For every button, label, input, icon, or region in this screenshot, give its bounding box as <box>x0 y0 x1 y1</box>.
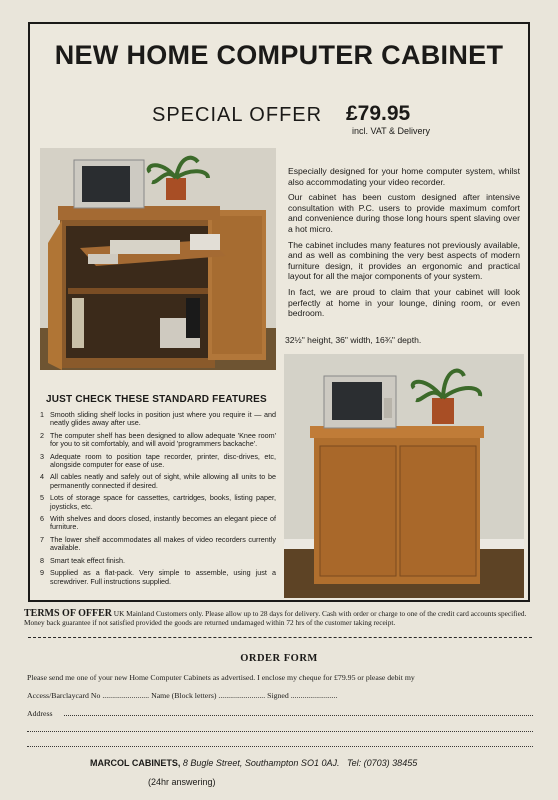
feature-item: 8 Smart teak effect finish. <box>40 555 125 565</box>
dimensions: 32½" height, 36" width, 16¾" depth. <box>285 335 422 345</box>
feature-item: 5 Lots of storage space for cassettes, cartridges, books, listing paper, joysticks, etc. <box>40 493 276 511</box>
offer-label: SPECIAL OFFER <box>152 104 323 126</box>
feature-item: 9 Supplied as a flat-pack. Very simple to assemble, using just a screwdriver. Full instructions supplied. <box>40 568 276 586</box>
feature-item: 3 Adequate room to position tape recorder, printer, disc-drives, etc, alongside computer for ease of use. <box>40 451 276 470</box>
terms-text: UK Mainland Customers only. Please allow up to 28 days for delivery. Cash with order or charge to one of the credit card accounts specified. Money back guarantee if not satisfied provided the goods are returned undamaged within 72 hrs of the customer taking receipt. <box>24 609 527 627</box>
description <box>288 166 520 324</box>
open-cabinet-photo <box>40 148 276 370</box>
address-field[interactable] <box>27 731 533 732</box>
answering-note: (24hr answering) <box>148 777 216 787</box>
page-title: NEW HOME COMPUTER CABINET <box>54 40 504 70</box>
terms-of-offer <box>24 610 536 627</box>
feature-item: 1 Smooth sliding shelf locks in position just where you require it — and neatly glides away after use. <box>40 410 276 428</box>
address-label: Address <box>27 709 53 718</box>
description-paragraph: The cabinet includes many features not previously available, and as well as combining the very best aspects of modern furniture design, it provides an ergonomic and practical layout for all the major components of your system. <box>288 239 520 282</box>
company-name: MARCOL CABINETS, <box>90 758 181 768</box>
offer-price: £79.95 <box>346 102 411 125</box>
terms-label: TERMS OF OFFER <box>24 608 112 619</box>
feature-item: 4 All cables neatly and safely out of sight, while allowing all units to be permanently connected if desired. <box>40 472 276 490</box>
description-paragraph: Our cabinet has been custom designed after intensive consultation with P.C. users to provide maximum comfort and convenience during those long hours spent slaving over a hot micro. <box>288 192 520 234</box>
order-form-line: Please send me one of your new Home Computer Cabinets as advertised. I enclose my cheque for £79.95 or please debit my <box>27 673 415 682</box>
cut-line <box>28 637 532 638</box>
feature-item: 2 The computer shelf has been designed to allow adequate 'Knee room' for you to sit comfortably, and will avoid 'programmers backache'. <box>40 430 276 449</box>
feature-item: 7 The lower shelf accommodates all makes of video recorders currently available. <box>40 534 276 553</box>
address-field[interactable] <box>64 715 533 716</box>
company-tel: Tel: (0703) 38455 <box>346 758 418 768</box>
closed-cabinet-photo <box>284 354 524 598</box>
address-field[interactable] <box>27 746 533 747</box>
description-paragraph: In fact, we are proud to claim that your cabinet will look perfectly at home in your lounge, dining room, or even bedroom. <box>288 286 520 319</box>
features-list <box>40 394 276 590</box>
company-street: 8 Bugle Street, Southampton SO1 0AJ. <box>182 758 340 768</box>
feature-item: 6 With shelves and doors closed, instantly becomes an elegant piece of furniture. <box>40 514 276 532</box>
features-heading: JUST CHECK THESE STANDARD FEATURES <box>46 394 267 405</box>
company-address <box>90 758 417 768</box>
order-form-title: ORDER FORM <box>240 653 318 664</box>
description-paragraph: Especially designed for your home computer system, whilst also accommodating your video recorder. <box>288 166 520 187</box>
advert-panel <box>28 22 530 602</box>
order-form-fields[interactable]: Access/Barclaycard No ........................ Name (Block letters) ........................ Signed ........................ <box>27 691 338 700</box>
offer-note: incl. VAT & Delivery <box>352 126 431 136</box>
